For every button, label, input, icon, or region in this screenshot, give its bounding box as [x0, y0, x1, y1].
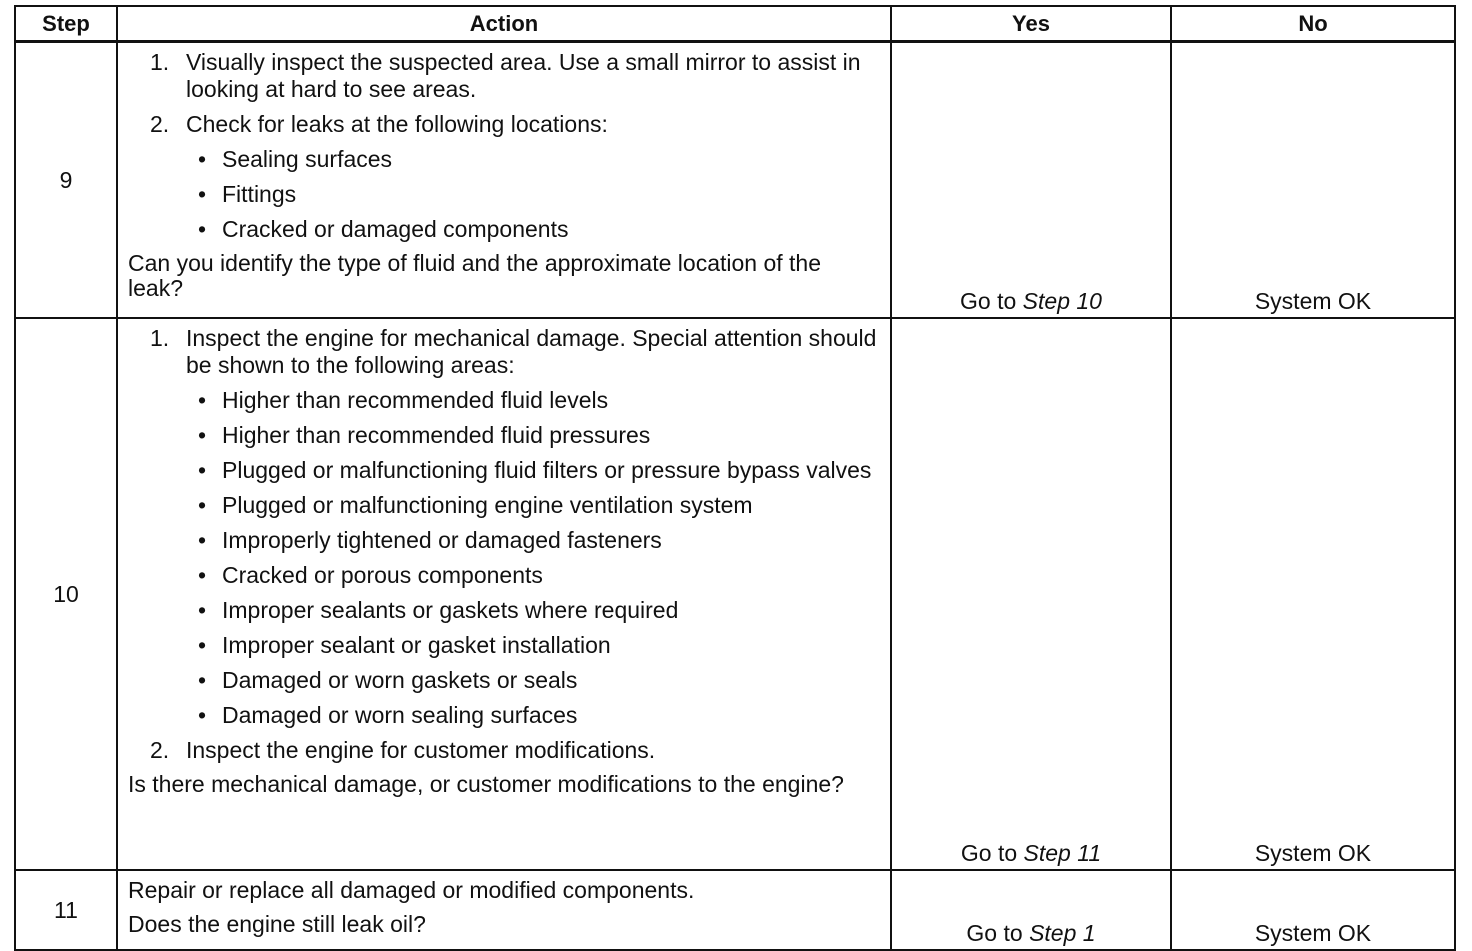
bullet-text: Sealing surfaces — [222, 146, 393, 172]
bullet-icon: • — [198, 457, 207, 483]
bullet-item — [128, 457, 882, 484]
bullet-icon: • — [198, 562, 207, 588]
bullet-item — [128, 562, 882, 589]
bullet-icon: • — [198, 667, 207, 693]
question-text: Does the engine still leak oil? — [128, 911, 426, 937]
bullet-item — [128, 492, 882, 519]
no-cell: System OK — [1171, 870, 1455, 950]
bullet-text: Improper sealants or gaskets where required — [222, 597, 679, 623]
bullet-item — [128, 146, 882, 173]
action-cell — [117, 318, 891, 870]
yes-step-link[interactable]: Step 11 — [1023, 840, 1102, 866]
yes-cell — [891, 318, 1171, 870]
table-row-step-10 — [15, 318, 1455, 870]
bullet-icon: • — [198, 216, 207, 242]
bullet-icon: • — [198, 422, 207, 448]
action-text: Repair or replace all damaged or modified components. — [128, 877, 695, 903]
table-row-step-11 — [15, 870, 1455, 950]
bullet-text: Higher than recommended fluid pressures — [222, 422, 651, 448]
yes-prefix: Go to — [960, 840, 1024, 866]
yes-cell — [891, 870, 1171, 950]
bullet-item — [128, 387, 882, 414]
bullet-text: Cracked or damaged components — [222, 216, 569, 242]
header-row — [15, 6, 1455, 42]
header-no: No — [1171, 6, 1455, 42]
bullet-icon: • — [198, 632, 207, 658]
diagnostic-procedure-table — [14, 5, 1456, 951]
bullet-item — [128, 702, 882, 729]
no-cell: System OK — [1171, 42, 1455, 319]
bullet-text: Higher than recommended fluid levels — [222, 387, 609, 413]
yes-cell — [891, 42, 1171, 319]
numbered-item — [128, 111, 882, 138]
bullet-text: Damaged or worn sealing surfaces — [222, 702, 578, 728]
bullet-icon: • — [198, 181, 207, 207]
yes-step-link[interactable]: Step 1 — [1029, 920, 1096, 946]
bullet-item — [128, 527, 882, 554]
bullet-item — [128, 422, 882, 449]
item-number: 2. — [150, 737, 170, 763]
bullet-item — [128, 667, 882, 694]
bullet-item — [128, 216, 882, 243]
header-step: Step — [15, 6, 117, 42]
bullet-icon: • — [198, 702, 207, 728]
yes-step-link[interactable]: Step 10 — [1022, 288, 1102, 314]
item-number: 2. — [150, 111, 170, 137]
item-number: 1. — [150, 325, 170, 351]
bullet-icon: • — [198, 527, 207, 553]
bullet-item — [128, 181, 882, 208]
bullet-item — [128, 632, 882, 659]
bullet-text: Cracked or porous components — [222, 562, 543, 588]
numbered-item — [128, 737, 882, 764]
numbered-item — [128, 325, 882, 379]
question-text: Can you identify the type of fluid and the approximate location of the leak? — [128, 250, 821, 301]
bullet-text: Plugged or malfunctioning engine ventilation system — [222, 492, 753, 518]
item-number: 1. — [150, 49, 170, 75]
question-text: Is there mechanical damage, or customer modifications to the engine? — [128, 771, 844, 797]
step-number: 11 — [15, 870, 117, 950]
header-yes: Yes — [891, 6, 1171, 42]
table-row-step-9 — [15, 42, 1455, 319]
step-number: 9 — [15, 42, 117, 319]
item-text: Visually inspect the suspected area. Use a small mirror to assist in looking at hard to see areas. — [186, 49, 861, 102]
item-text: Inspect the engine for customer modifications. — [186, 737, 656, 763]
bullet-icon: • — [198, 146, 207, 172]
action-cell — [117, 42, 891, 319]
bullet-text: Fittings — [222, 181, 297, 207]
yes-prefix: Go to — [966, 920, 1030, 946]
bullet-text: Improper sealant or gasket installation — [222, 632, 611, 658]
bullet-text: Plugged or malfunctioning fluid filters or pressure bypass valves — [222, 457, 872, 483]
item-text: Check for leaks at the following locations: — [186, 111, 608, 137]
step-number: 10 — [15, 318, 117, 870]
bullet-icon: • — [198, 492, 207, 518]
bullet-text: Damaged or worn gaskets or seals — [222, 667, 578, 693]
bullet-icon: • — [198, 597, 207, 623]
yes-prefix: Go to — [960, 288, 1023, 314]
bullet-icon: • — [198, 387, 207, 413]
bullet-text: Improperly tightened or damaged fasteners — [222, 527, 662, 553]
bullet-item — [128, 597, 882, 624]
numbered-item — [128, 49, 882, 103]
item-text: Inspect the engine for mechanical damage. Special attention should be shown to the following areas: — [186, 325, 877, 378]
action-cell — [117, 870, 891, 950]
header-action: Action — [117, 6, 891, 42]
no-cell: System OK — [1171, 318, 1455, 870]
